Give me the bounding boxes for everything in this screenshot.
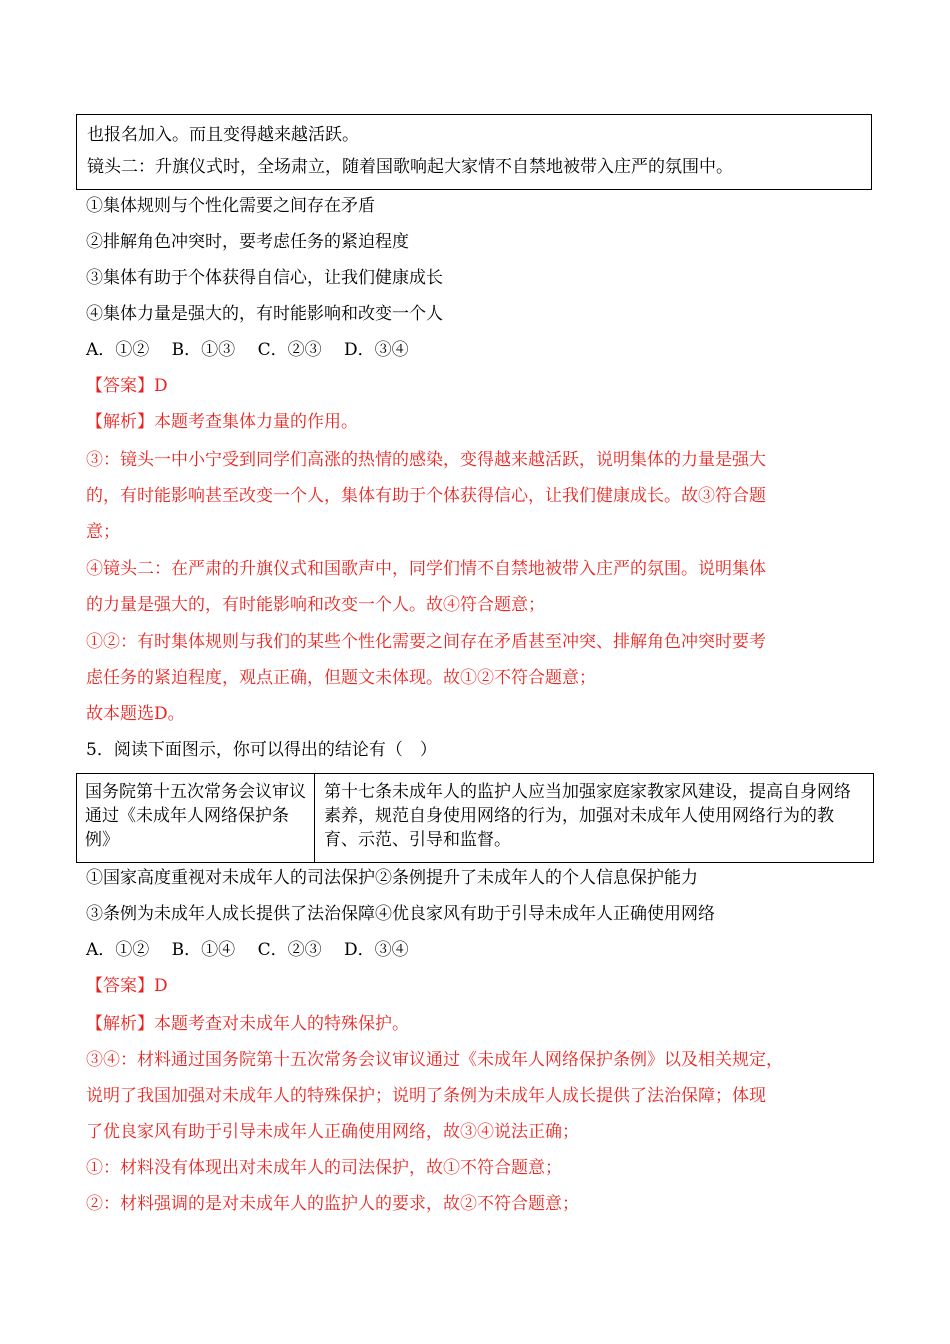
analysis-line: 意； bbox=[86, 522, 120, 542]
analysis-line: ③④：材料通过国务院第十五次常务会议审议通过《未成年人网络保护条例》以及相关规定， bbox=[86, 1050, 783, 1070]
scenario-line: 镜头二：升旗仪式时，全场肃立，随着国歌响起大家情不自禁地被带入庄严的氛围中。 bbox=[87, 157, 733, 177]
analysis-line: 虑任务的紧迫程度，观点正确，但题文未体现。故①②不符合题意； bbox=[86, 668, 596, 688]
analysis-line: ①：材料没有体现出对未成年人的司法保护，故①不符合题意； bbox=[86, 1158, 562, 1178]
analysis-line: ①②：有时集体规则与我们的某些个性化需要之间存在矛盾甚至冲突、排解角色冲突时要考 bbox=[86, 632, 766, 652]
info-table bbox=[76, 773, 874, 863]
analysis-line: 【解析】本题考查对未成年人的特殊保护。 bbox=[86, 1014, 409, 1034]
analysis-line: 的，有时能影响甚至改变一个人，集体有助于个体获得信心，让我们健康成长。故③符合题 bbox=[86, 486, 766, 506]
analysis-line: ③：镜头一中小宁受到同学们高涨的热情的感染，变得越来越活跃，说明集体的力量是强大 bbox=[86, 450, 766, 470]
answer-line: 【答案】D bbox=[86, 976, 168, 996]
analysis-line: 的力量是强大的，有时能影响和改变一个人。故④符合题意； bbox=[86, 595, 545, 615]
choices-line: A．①② B．①③ C．②③ D．③④ bbox=[86, 340, 409, 360]
option-line: ①国家高度重视对未成年人的司法保护②条例提升了未成年人的个人信息保护能力 bbox=[86, 868, 698, 888]
scenario-line: 也报名加入。而且变得越来越活跃。 bbox=[87, 125, 359, 145]
analysis-line: 【解析】本题考查集体力量的作用。 bbox=[86, 412, 358, 432]
option-line: ④集体力量是强大的，有时能影响和改变一个人 bbox=[86, 304, 443, 324]
option-line: ③条例为未成年人成长提供了法治保障④优良家风有助于引导未成年人正确使用网络 bbox=[86, 904, 715, 924]
answer-line: 【答案】D bbox=[86, 376, 168, 396]
option-line: ①集体规则与个性化需要之间存在矛盾 bbox=[86, 196, 375, 216]
scenario-box bbox=[76, 114, 872, 190]
analysis-line: 故本题选D。 bbox=[86, 704, 185, 724]
option-line: ②排解角色冲突时，要考虑任务的紧迫程度 bbox=[86, 232, 409, 252]
option-line: ③集体有助于个体获得自信心，让我们健康成长 bbox=[86, 268, 443, 288]
analysis-line: 了优良家风有助于引导未成年人正确使用网络，故③④说法正确； bbox=[86, 1122, 579, 1142]
analysis-line: ②：材料强调的是对未成年人的监护人的要求，故②不符合题意； bbox=[86, 1194, 579, 1214]
table-cell-right: 第十七条未成年人的监护人应当加强家庭家教家风建设，提高自身网络素养，规范自身使用网络的行为，加强对未成年人使用网络行为的教育、示范、引导和监督。 bbox=[324, 782, 851, 850]
analysis-line: ④镜头二：在严肃的升旗仪式和国歌声中，同学们情不自禁地被带入庄严的氛围。说明集体 bbox=[86, 559, 766, 579]
table-divider bbox=[314, 774, 315, 862]
choices-line: A．①② B．①④ C．②③ D．③④ bbox=[86, 940, 409, 960]
question-stem: 5．阅读下面图示，你可以得出的结论有（ ） bbox=[86, 740, 437, 760]
analysis-line: 说明了我国加强对未成年人的特殊保护；说明了条例为未成年人成长提供了法治保障；体现 bbox=[86, 1086, 766, 1106]
table-cell-left: 国务院第十五次常务会议审议通过《未成年人网络保护条例》 bbox=[85, 782, 306, 850]
